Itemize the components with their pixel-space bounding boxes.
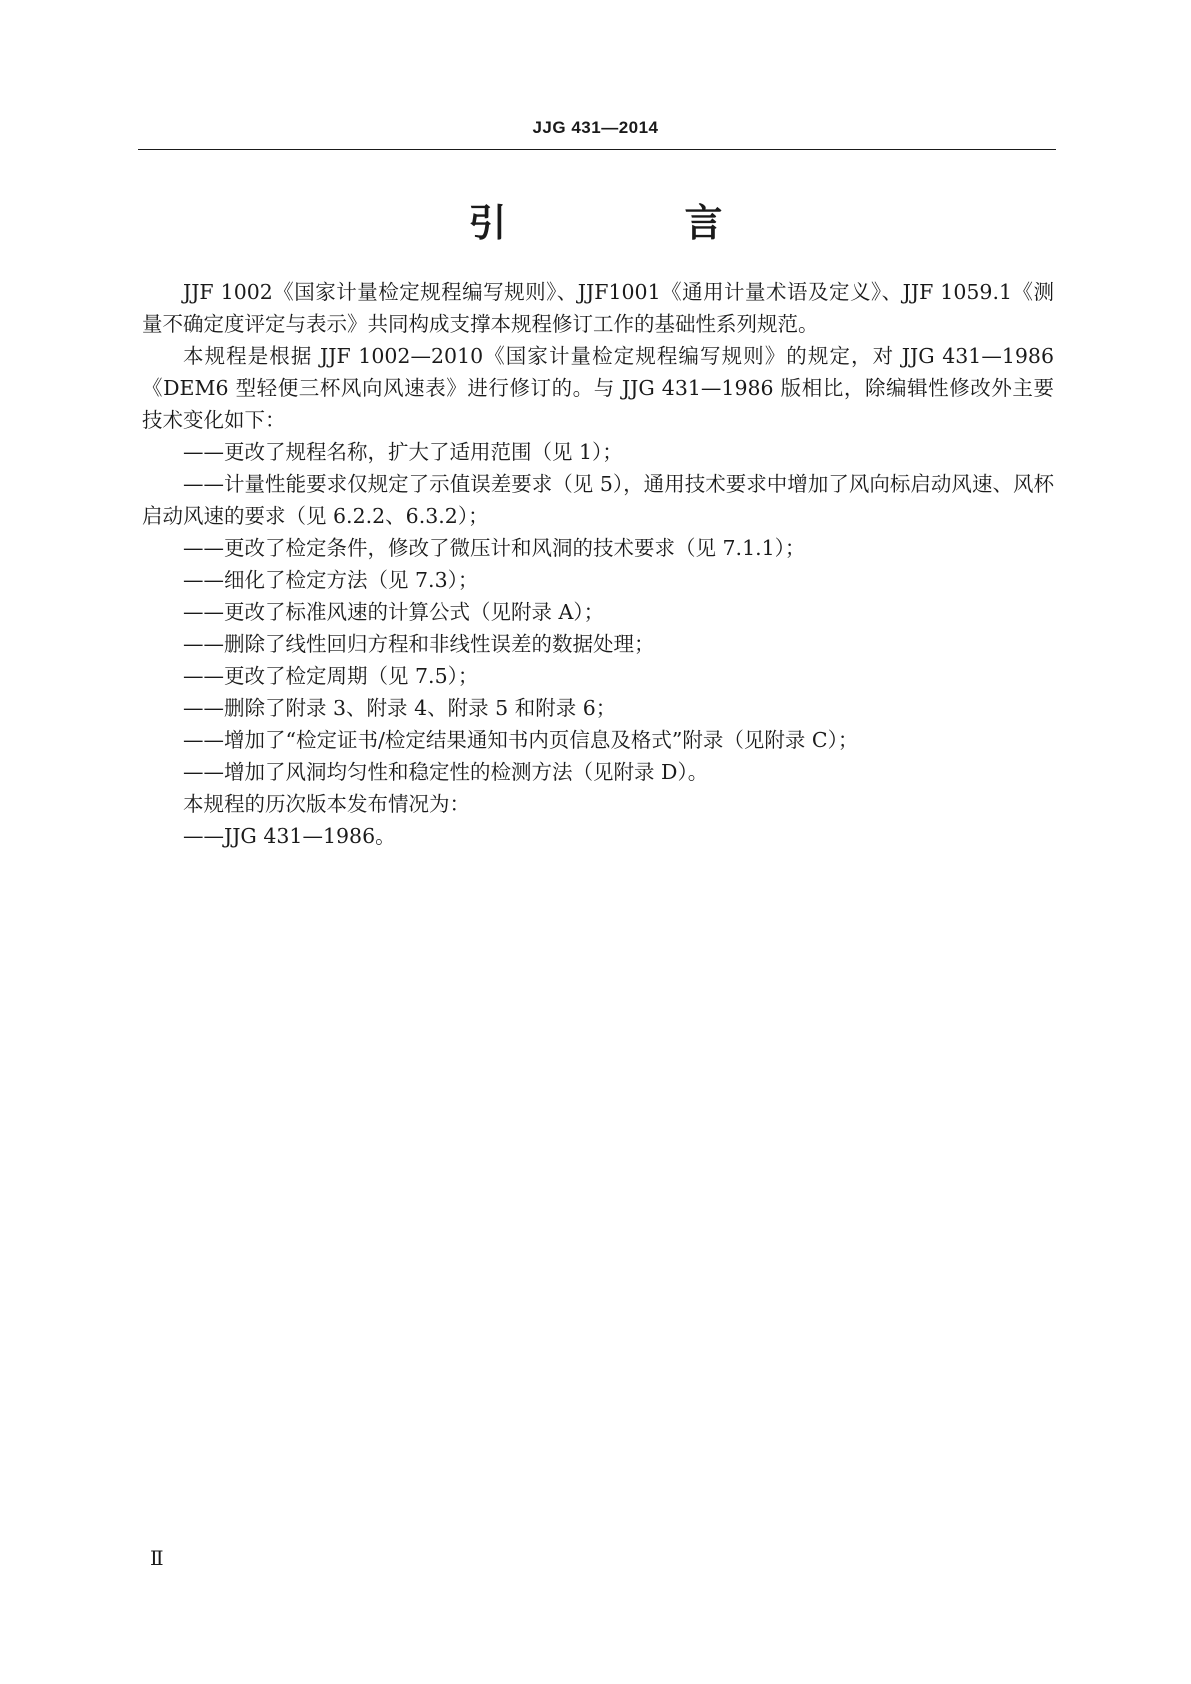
change-item: ——更改了规程名称，扩大了适用范围（见 1）； xyxy=(183,440,623,464)
paragraph-intro: JJF 1002《国家计量检定规程编写规则》、JJF1001《通用计量术语及定义》、JJF 1059.1《测量不确定度评定与表示》共同构成支撑本规程修订工作的基础性系列规范。 xyxy=(142,280,1054,336)
paragraph-revision: 本规程是根据 JJF 1002—2010《国家计量检定规程编写规则》的规定，对 JJG 431—1986《DEM6 型轻便三杯风向风速表》进行修订的。与 JJG 431—1986 版相比，除编辑性修改外主要技术变化如下： xyxy=(142,344,1054,432)
history-intro: 本规程的历次版本发布情况为： xyxy=(183,792,470,816)
change-item: ——更改了检定周期（见 7.5）； xyxy=(183,664,479,688)
running-header: JJG 431—2014 xyxy=(532,118,659,137)
change-item: ——删除了附录 3、附录 4、附录 5 和附录 6； xyxy=(183,696,617,720)
history-item: ——JJG 431—1986。 xyxy=(183,824,396,848)
change-item: ——细化了检定方法（见 7.3）； xyxy=(183,568,479,592)
body-text xyxy=(142,276,1054,852)
change-item: ——增加了风洞均匀性和稳定性的检测方法（见附录 D）。 xyxy=(183,760,709,784)
change-item: ——删除了线性回归方程和非线性误差的数据处理； xyxy=(183,632,655,656)
change-item: ——计量性能要求仅规定了示值误差要求（见 5），通用技术要求中增加了风向标启动风速、风杯启动风速的要求（见 6.2.2、6.3.2）； xyxy=(142,472,1054,528)
header-rule xyxy=(138,149,1056,150)
change-item: ——更改了检定条件，修改了微压计和风洞的技术要求（见 7.1.1）； xyxy=(183,536,806,560)
change-item: ——增加了“检定证书/检定结果通知书内页信息及格式”附录（见附录 C）； xyxy=(183,728,859,752)
change-item: ——更改了标准风速的计算公式（见附录 A）； xyxy=(183,600,605,624)
page-number: Ⅱ xyxy=(150,1546,164,1570)
page-title: 引 言 xyxy=(468,201,793,245)
